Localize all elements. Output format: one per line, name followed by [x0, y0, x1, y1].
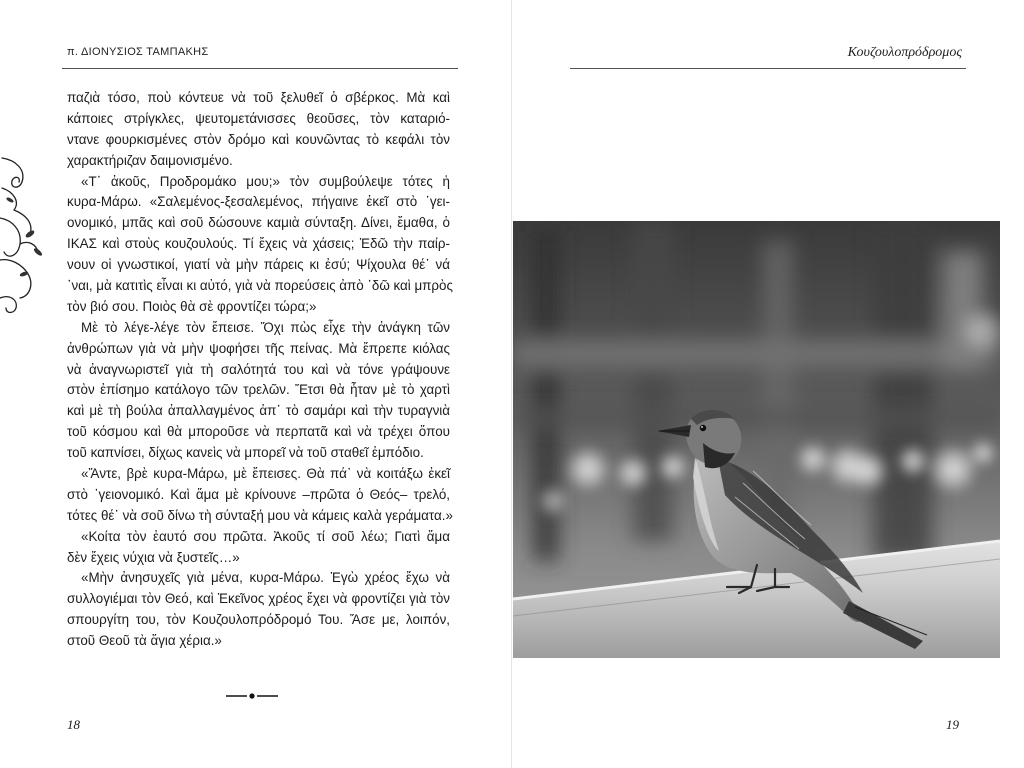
- page-number-right: 19: [946, 717, 959, 732]
- text-line: κάποιες στρίγκλες, ψευτομετάνισσες θεοῦσες, τὸν καταριό-: [67, 110, 450, 126]
- text-line: νουν οἱ γνωστικοί, γιατί νὰ μὴν πάρεις κι ἐσύ; Ψίχουλα θέ᾿ νά: [67, 257, 450, 273]
- text-line: τὸν βιό σου. Ποιὸς θὰ σὲ φροντίζει τώρα;»: [67, 298, 317, 314]
- text-line: σπουργίτη του, τὸν Κουζουλοπρόδρομό Του. Ἄσε με, λοιπόν,: [67, 612, 450, 628]
- text-line: στοῦ Θεοῦ τὰ ἅγια χέρια.»: [67, 633, 222, 649]
- text-line: τοῦ καπνίσει, δίχως κανεὶς νὰ μπορεῖ νὰ τοῦ σταθεῖ ἐμπόδιο.: [67, 445, 424, 461]
- page-number-left: 18: [67, 717, 80, 732]
- text-line: κυρα-Μάρω. «Σαλεμένος-ξεσαλεμένος, πήγαινε ἐκεῖ στὸ ᾿γει-: [67, 194, 450, 210]
- flourish-ornament: [0, 148, 44, 318]
- running-head-title: Κουζουλοπρόδρομος: [847, 45, 962, 60]
- text-line: δὲν ἔχεις νύχια νὰ ξυστεῖς…»: [67, 549, 240, 565]
- text-line: χαρακτήριζαν δαιμονισμένο.: [67, 152, 233, 168]
- text-line: τοῦ κόσμου καὶ θὰ μποροῦσε νὰ περπατᾶ καὶ νὰ τρέχει ὅπου: [67, 424, 450, 440]
- text-line: «Μὴν ἀνησυχεῖς γιὰ μένα, κυρα-Μάρω. Ἐγὼ χρέος ἔχω νὰ: [81, 570, 450, 586]
- body-text: [67, 88, 453, 652]
- text-line: τότες θέ᾿ νὰ σοῦ δίνω τὴ σύνταξή μου νὰ κάμεις καλὰ γεράματα.»: [67, 507, 453, 523]
- text-line: καὶ μὲ τὴ βούλα ἀπαλλαγμένος ἀπ᾿ τὸ σαμάρι καὶ τὴν τυραγνιὰ: [67, 403, 450, 419]
- section-end-ornament: [226, 690, 278, 702]
- text-line: παζιὰ τόσο, ποὺ κόντευε νὰ τοῦ ξελυθεῖ ὁ σβέρκος. Μὰ καὶ: [67, 90, 450, 105]
- text-line: ΙΚΑΣ καὶ στοὺς κουζουλούς. Τί ἔχεις νὰ χάσεις; Ἐδῶ τὴν παίρ-: [67, 236, 450, 252]
- text-line: στὸν ἐπίσημο κατάλογο τῶν τρελῶν. Ἔτσι θὰ ἦταν μὲ τὸ χαρτὶ: [67, 382, 450, 398]
- text-line: Μὲ τὸ λέγε-λέγε τὸν ἔπεισε. Ὄχι πὼς εἶχε τὴν ἀνάγκη τῶν: [81, 319, 450, 335]
- running-head-author: π. ΔΙΟΝΥΣΙΟΣ ΤΑΜΠΑΚΗΣ: [67, 46, 209, 58]
- text-line: ντανε φουρκισμένες στὸν δρόμο καὶ κουνῶντας τὸ κεφάλι τὸν: [67, 131, 450, 147]
- text-line: συλλογιέμαι τὸν Θεό, καὶ Ἐκεῖνος χρέος ἔχει νὰ φροντίζει γιὰ τὸν: [67, 591, 450, 607]
- text-line: ᾿ναι, μὰ κατιτὶς εἶναι κι αὐτό, γιὰ νὰ πορεύσεις ἀπὸ ᾿δῶ καὶ μπρὸς: [67, 278, 453, 294]
- text-line: ονομικό, μπᾶς καὶ σοῦ δώσουνε καμιὰ σύνταξη. Δίνει, ἔμαθα, ὁ: [67, 215, 450, 231]
- text-line: στὸ ᾿γειονομικό. Καὶ ἅμα μὲ κρίνουνε –πρῶτα ὁ Θεός– τρελό,: [67, 486, 450, 502]
- text-line: νὰ ἀναγνωριστεῖ γιὰ τὴ σαλότητά του καὶ νὰ τόνε γράψουνε: [67, 361, 450, 377]
- sparrow-photo: [513, 221, 1000, 658]
- header-rule-right: [570, 68, 966, 69]
- text-line: «Ἄντε, βρὲ κυρα-Μάρω, μὲ ἔπεισες. Θὰ πά᾿ νὰ κοιτάξω ἐκεῖ: [81, 466, 450, 482]
- text-line: «Τ᾿ ἀκοῦς, Προδρομάκο μου;» τὸν συμβούλεψε τότες ἡ: [81, 173, 450, 189]
- text-line: «Κοίτα τὸν ἑαυτό σου πρῶτα. Ἀκοῦς τί σοῦ λέω; Γιατὶ ἅμα: [81, 528, 450, 544]
- header-rule-left: [62, 68, 458, 69]
- text-line: ἀνθρώπων γιὰ νὰ μὴν ψοφήσει τῆς πείνας. Μὰ ἔπρεπε κιόλας: [67, 340, 450, 356]
